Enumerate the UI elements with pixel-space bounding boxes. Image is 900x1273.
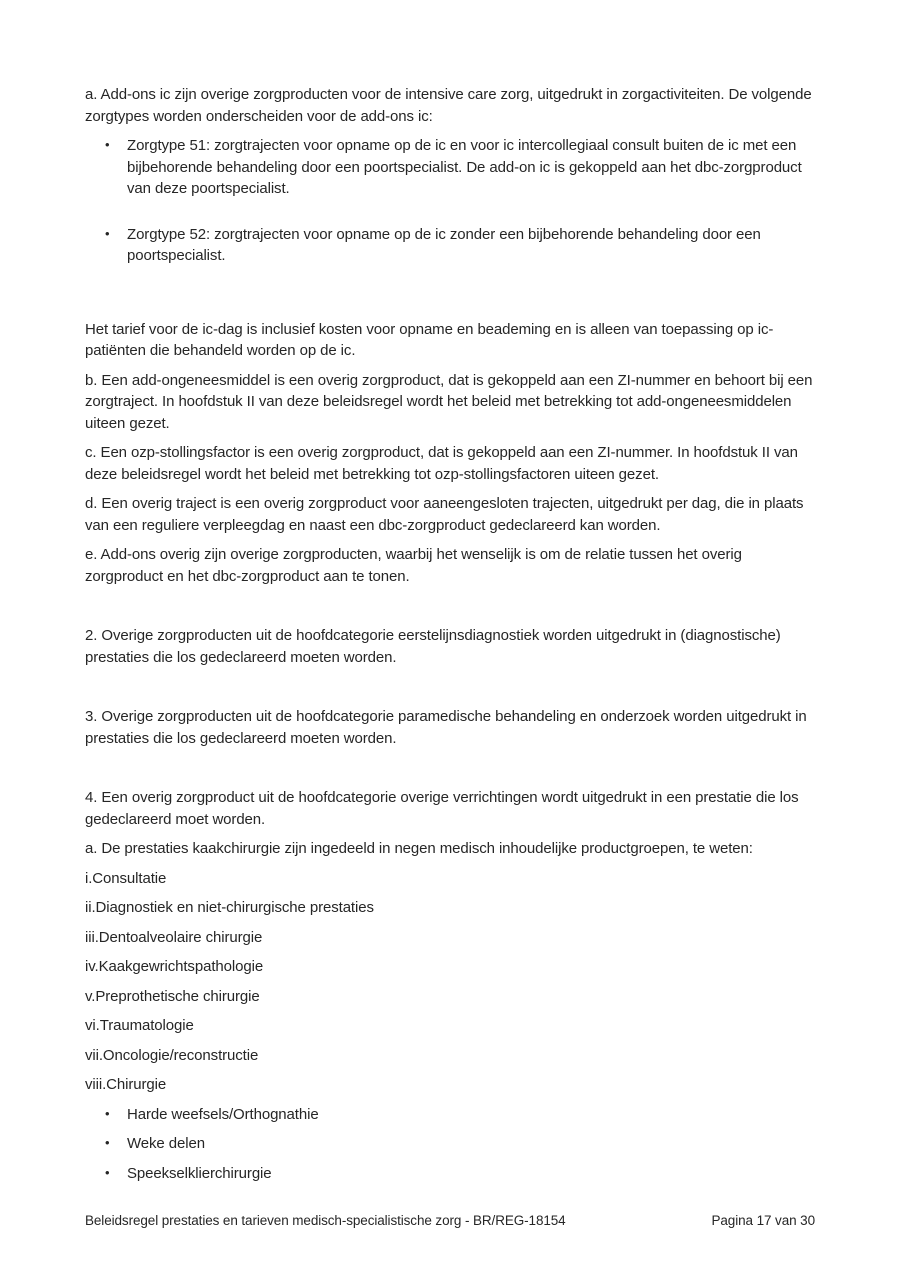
roman-item-iv: iv.Kaakgewrichtspathologie — [85, 958, 264, 975]
paragraph-a-addons-ic: a. Add-ons ic zijn overige zorgproducten voor de intensive care zorg, uitgedrukt in zorgactiviteiten. De volgende zorgtypes worden onderscheiden voor de add-ons ic: — [85, 86, 812, 125]
chirurgie-bullet-list — [85, 1104, 821, 1185]
roman-item-i: i.Consultatie — [85, 869, 167, 887]
paragraph-ic-dag-tarief: Het tarief voor de ic-dag is inclusief kosten voor opname en beademing en is alleen van toepassing op ic-patiënten die behandeld worden op de ic. — [85, 320, 774, 359]
paragraph-3-paramedische-behandeling: 3. Overige zorgproducten uit de hoofdcategorie paramedische behandeling en onderzoek worden uitgedrukt in prestaties die los gedeclareerd moeten worden. — [85, 708, 807, 747]
roman-item-v: v.Preprothetische chirurgie — [85, 987, 260, 1005]
list-item-text: Harde weefsels/Orthognathie — [127, 1105, 319, 1123]
footer-page-number: Pagina 17 van 30 — [711, 1213, 815, 1228]
list-item-text: Zorgtype 51: zorgtrajecten voor opname op de ic en voor ic intercollegiaal consult buiten de ic met een bijbehorende behandeling door een poortspecialist. De add-on ic is gekoppeld aan het dbc-zorgproduct van deze poortspecialist. — [127, 137, 802, 197]
bullet-marker: • — [105, 1105, 110, 1121]
list-item-weke-delen — [85, 1133, 821, 1155]
list-item-zorgtype-52 — [85, 224, 821, 267]
paragraph-2-eerstelijnsdiagnostiek: 2. Overige zorgproducten uit de hoofdcategorie eerstelijnsdiagnostiek worden uitgedrukt in (diagnostische) prestaties die los gedeclareerd moeten worden. — [85, 627, 781, 666]
bullet-marker: • — [105, 225, 110, 241]
bullet-marker: • — [105, 1164, 110, 1180]
paragraph-d-overig-traject: d. Een overig traject is een overig zorgproduct voor aaneengesloten trajecten, uitgedrukt per dag, die in plaats van een reguliere verpleegdag en naast een dbc-zorgproduct gedeclareerd kan worden. — [85, 495, 804, 534]
page-content — [85, 84, 821, 1192]
paragraph-a-kaakchirurgie: a. De prestaties kaakchirurgie zijn ingedeeld in negen medisch inhoudelijke productgroepen, te weten: — [85, 840, 753, 857]
list-item-text: Speekselklierchirurgie — [127, 1164, 272, 1182]
roman-item-viii: viii.Chirurgie — [85, 1076, 167, 1093]
list-item-zorgtype-51 — [85, 135, 821, 200]
roman-item-vii: vii.Oncologie/reconstructie — [85, 1046, 259, 1064]
list-item-harde-weefsels — [85, 1104, 821, 1126]
list-item-speekselklierchirurgie — [85, 1163, 821, 1185]
roman-item-iii: iii.Dentoalveolaire chirurgie — [85, 928, 263, 946]
bullet-marker: • — [105, 1135, 110, 1150]
roman-item-vi: vi.Traumatologie — [85, 1017, 194, 1034]
list-item-text: Weke delen — [127, 1135, 205, 1152]
bullet-marker: • — [105, 137, 110, 152]
zorgtype-bullet-list — [85, 135, 821, 267]
paragraph-c-ozp-stollingsfactor: c. Een ozp-stollingsfactor is een overig zorgproduct, dat is gekoppeld aan een ZI-nummer. In hoofdstuk II van deze beleidsregel wordt het beleid met betrekking tot ozp-stollingsfactoren uiteen gezet. — [85, 444, 798, 483]
paragraph-e-addons-overig: e. Add-ons overig zijn overige zorgproducten, waarbij het wenselijk is om de relatie tussen het overig zorgproduct en het dbc-zorgproduct aan te tonen. — [85, 546, 742, 585]
paragraph-4-overige-verrichtingen: 4. Een overig zorgproduct uit de hoofdcategorie overige verrichtingen wordt uitgedrukt in een prestatie die los gedeclareerd moet worden. — [85, 789, 799, 828]
page-footer — [85, 1212, 815, 1230]
roman-item-ii: ii.Diagnostiek en niet-chirurgische prestaties — [85, 899, 374, 916]
list-item-text: Zorgtype 52: zorgtrajecten voor opname op de ic zonder een bijbehorende behandeling door een poortspecialist. — [127, 225, 761, 264]
footer-document-title: Beleidsregel prestaties en tarieven medisch-specialistische zorg - BR/REG-18154 — [85, 1213, 566, 1228]
paragraph-b-add-ongeneesmiddel: b. Een add-ongeneesmiddel is een overig zorgproduct, dat is gekoppeld aan een ZI-nummer en behoort bij een zorgtraject. In hoofdstuk II van deze beleidsregel wordt het beleid met betrekking tot add-ongeneesmiddelen uiteen gezet. — [85, 371, 813, 432]
